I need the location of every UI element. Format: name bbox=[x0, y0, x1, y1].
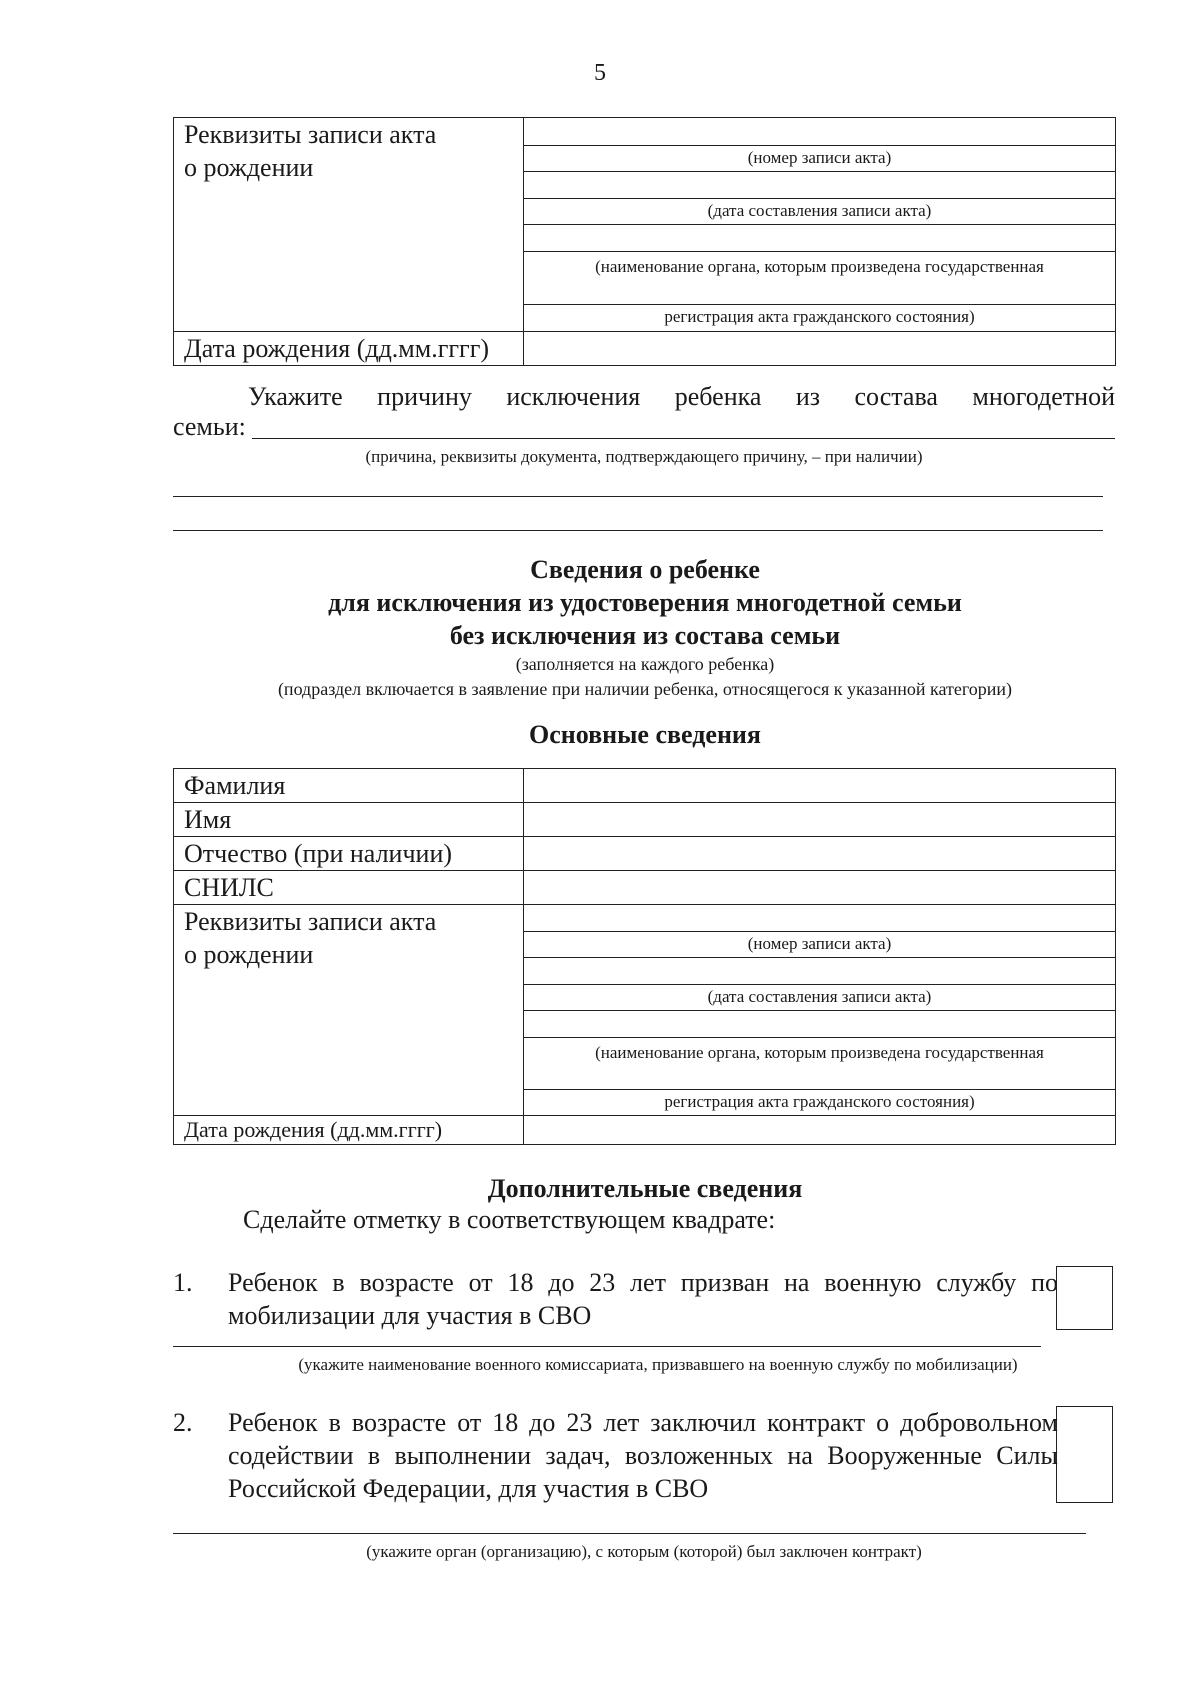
name-field[interactable] bbox=[524, 803, 1116, 837]
exclusion-reason-text: Укажите причину исключения ребенка из состава многодетной bbox=[248, 382, 1115, 411]
record-date-caption: (дата составления записи акта) bbox=[524, 985, 1115, 1011]
exclusion-reason-text-2: семьи: bbox=[173, 412, 246, 441]
item-number: 1. bbox=[173, 1268, 193, 1297]
registry-caption-2: регистрация акта гражданского состояния) bbox=[664, 1092, 975, 1111]
record-number-field[interactable] bbox=[524, 905, 1115, 932]
name-label: Имя bbox=[174, 803, 524, 837]
birth-date-field[interactable] bbox=[524, 1116, 1116, 1145]
registry-caption-1: (наименование органа, которым произведена государственная bbox=[524, 252, 1115, 305]
item-number: 2. bbox=[173, 1408, 193, 1437]
record-number-caption: (номер записи акта) bbox=[524, 146, 1115, 172]
contract-org-caption: (укажите орган (организацию), с которым (которой) был заключен контракт) bbox=[366, 1542, 922, 1561]
patronymic-field[interactable] bbox=[524, 837, 1116, 871]
record-date-field[interactable] bbox=[524, 172, 1115, 199]
record-date-caption: (дата составления записи акта) bbox=[524, 199, 1115, 225]
commissariat-input-line[interactable] bbox=[173, 1346, 1041, 1347]
birth-date-field[interactable] bbox=[524, 332, 1116, 366]
record-number-field[interactable] bbox=[524, 118, 1115, 146]
snils-field[interactable] bbox=[524, 871, 1116, 905]
basic-info-table bbox=[173, 768, 1116, 1145]
record-number-caption: (номер записи акта) bbox=[524, 932, 1115, 958]
birth-date-label: Дата рождения (дд.мм.гггг) bbox=[174, 1116, 524, 1145]
section-note-2: (подраздел включается в заявление при наличии ребенка, относящегося к указанной категории) bbox=[277, 679, 1013, 699]
basic-info-title: Основные сведения bbox=[529, 720, 761, 749]
birth-record-fields bbox=[524, 905, 1116, 1116]
record-date-field[interactable] bbox=[524, 958, 1115, 985]
birth-record-table-top bbox=[173, 117, 1116, 366]
reason-input-line-3[interactable] bbox=[173, 530, 1103, 531]
registry-field[interactable] bbox=[524, 1011, 1115, 1038]
additional-instruction: Сделайте отметку в соответствующем квадрате: bbox=[243, 1205, 776, 1234]
surname-field[interactable] bbox=[524, 769, 1116, 803]
snils-label: СНИЛС bbox=[174, 871, 524, 905]
reason-input-line[interactable] bbox=[252, 438, 1115, 439]
patronymic-label: Отчество (при наличии) bbox=[174, 837, 524, 871]
item-text: Ребенок в возрасте от 18 до 23 лет заключил контракт о добровольном содействии в выполнении задач, возложенных на Вооруженные Силы Российской Федерации, для участия в СВО bbox=[228, 1408, 1058, 1503]
registry-caption-2: регистрация акта гражданского состояния) bbox=[664, 307, 975, 326]
reason-caption: (причина, реквизиты документа, подтверждающего причину, – при наличии) bbox=[365, 447, 923, 466]
section-note-1: (заполняется на каждого ребенка) bbox=[515, 654, 775, 674]
birth-date-label: Дата рождения (дд.мм.гггг) bbox=[174, 332, 524, 366]
surname-label: Фамилия bbox=[174, 769, 524, 803]
item-text: Ребенок в возрасте от 18 до 23 лет призван на военную службу по мобилизации для участия в СВО bbox=[228, 1268, 1058, 1330]
section-title-3: без исключения из состава семьи bbox=[449, 621, 841, 650]
additional-info-title: Дополнительные сведения bbox=[487, 1174, 803, 1203]
birth-record-label: Реквизиты записи акта о рождении bbox=[174, 905, 524, 1116]
page-number: 5 bbox=[594, 60, 606, 86]
commissariat-caption: (укажите наименование военного комиссариата, призвавшего на военную службу по мобилизации) bbox=[298, 1355, 1018, 1374]
registry-caption-1: (наименование органа, которым произведена государственная bbox=[524, 1038, 1115, 1090]
section-title-2: для исключения из удостоверения многодетной семьи bbox=[328, 588, 962, 617]
registry-field[interactable] bbox=[524, 225, 1115, 252]
contract-checkbox[interactable] bbox=[1056, 1406, 1113, 1503]
exclusion-reason-block bbox=[173, 382, 1115, 442]
section-title-1: Сведения о ребенке bbox=[530, 555, 760, 584]
mobilization-checkbox[interactable] bbox=[1056, 1266, 1113, 1330]
contract-org-input-line[interactable] bbox=[173, 1533, 1086, 1534]
reason-input-line-2[interactable] bbox=[173, 496, 1103, 497]
birth-record-fields bbox=[524, 118, 1116, 332]
birth-record-label: Реквизиты записи акта о рождении bbox=[174, 118, 524, 332]
